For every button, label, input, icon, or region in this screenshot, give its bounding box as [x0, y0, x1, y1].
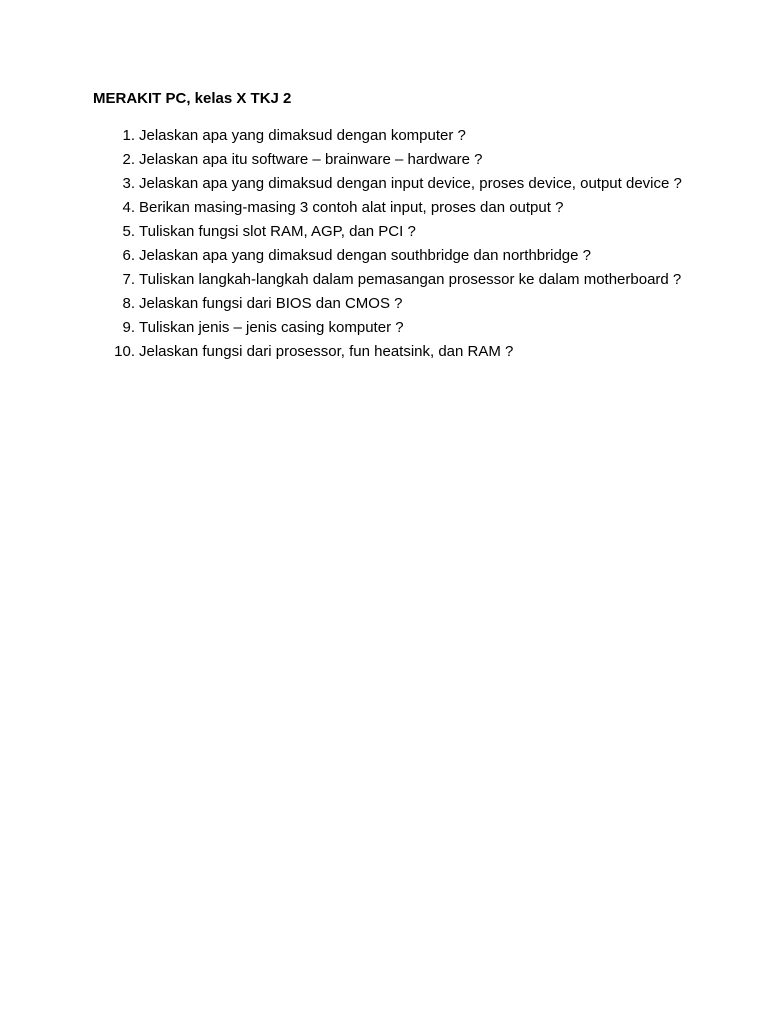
question-number: 5. — [122, 223, 135, 240]
question-number: 7. — [122, 271, 135, 288]
question-number: 2. — [122, 151, 135, 168]
question-text: Tuliskan fungsi slot RAM, AGP, dan PCI ? — [139, 223, 416, 240]
question-number: 4. — [122, 199, 135, 216]
list-item — [93, 244, 693, 268]
question-text: Tuliskan langkah-langkah dalam pemasangan prosessor ke dalam motherboard ? — [139, 271, 682, 288]
list-item — [93, 292, 693, 316]
list-item — [93, 220, 693, 244]
page-title: MERAKIT PC, kelas X TKJ 2 — [93, 90, 292, 107]
question-number: 10. — [114, 343, 135, 360]
question-text: Jelaskan fungsi dari BIOS dan CMOS ? — [139, 295, 403, 312]
question-number: 8. — [122, 295, 135, 312]
question-text: Berikan masing-masing 3 contoh alat input, proses dan output ? — [139, 199, 564, 216]
list-item — [93, 148, 693, 172]
question-text: Tuliskan jenis – jenis casing komputer ? — [139, 319, 404, 336]
question-number: 1. — [122, 127, 135, 144]
question-text: Jelaskan apa yang dimaksud dengan southbridge dan northbridge ? — [139, 247, 591, 264]
question-number: 3. — [122, 175, 135, 192]
list-item — [93, 340, 693, 364]
list-item — [93, 196, 693, 220]
question-text: Jelaskan apa yang dimaksud dengan input device, proses device, output device ? — [139, 175, 682, 192]
list-item — [93, 268, 693, 292]
list-item — [93, 124, 693, 148]
list-item — [93, 172, 693, 196]
question-text: Jelaskan apa itu software – brainware – hardware ? — [139, 151, 483, 168]
question-list — [93, 124, 693, 364]
question-number: 9. — [122, 319, 135, 336]
list-item — [93, 316, 693, 340]
question-text: Jelaskan fungsi dari prosessor, fun heatsink, dan RAM ? — [139, 343, 514, 360]
question-number: 6. — [122, 247, 135, 264]
question-text: Jelaskan apa yang dimaksud dengan komputer ? — [139, 127, 466, 144]
